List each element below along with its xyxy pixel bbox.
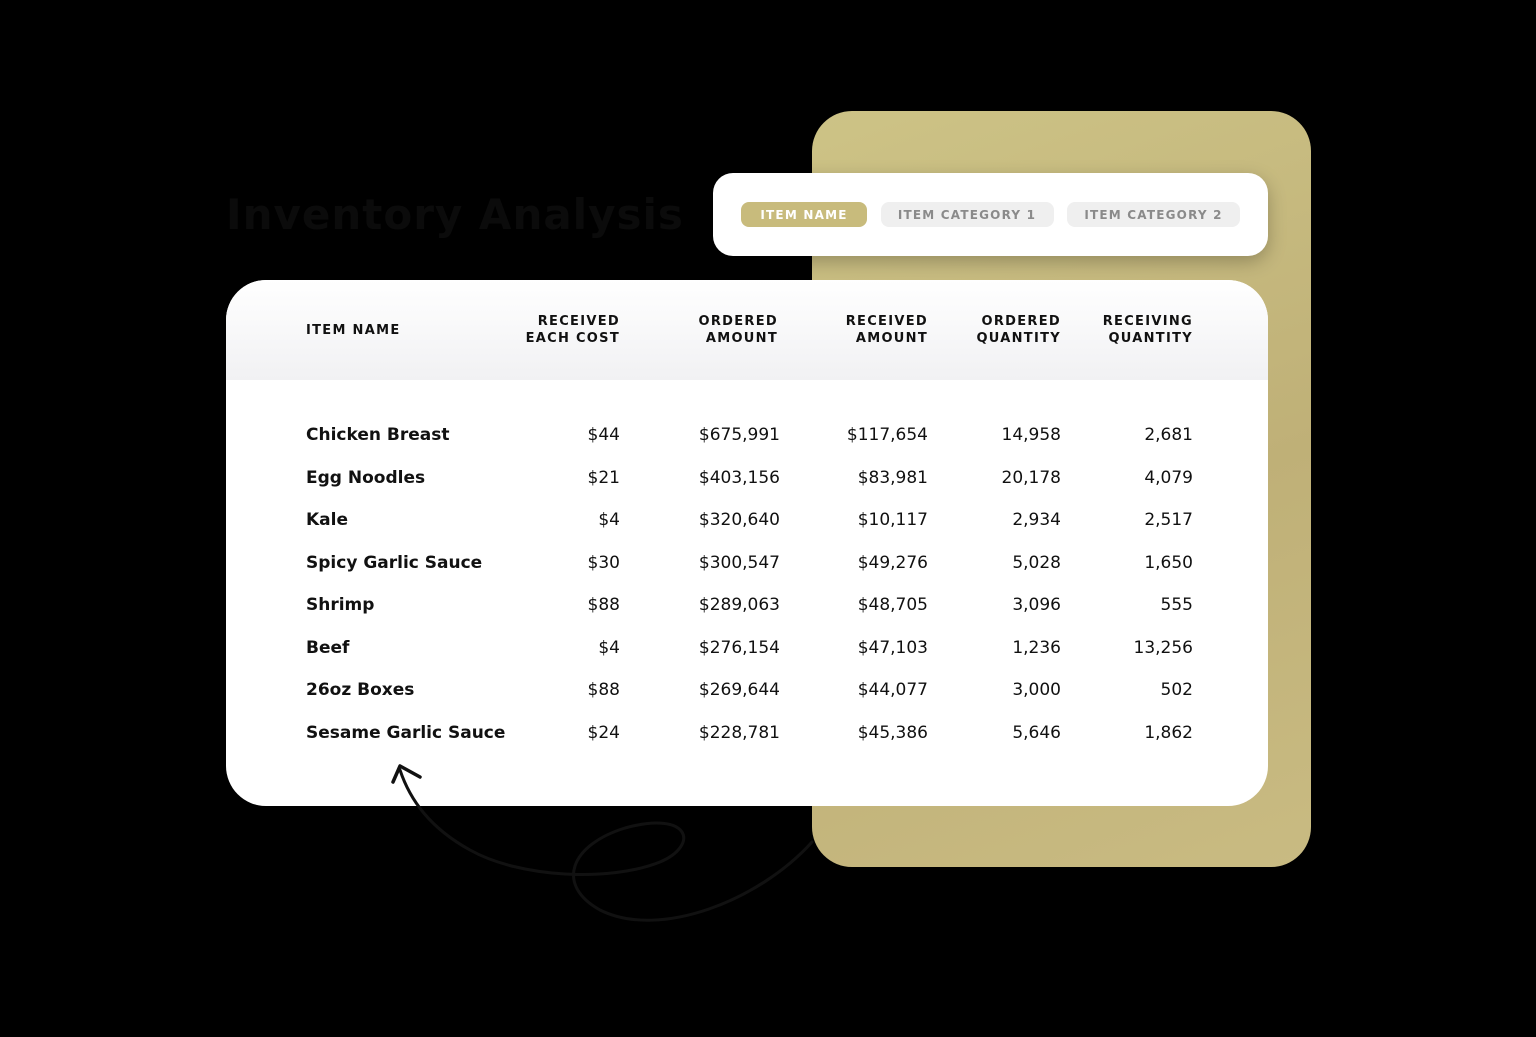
- cell-receiving-quantity: 2,681: [1144, 425, 1193, 445]
- header-label-line: RECEIVED: [845, 314, 928, 329]
- cell-ordered-amount: $228,781: [698, 722, 780, 743]
- cell-receiving-quantity: 1,650: [1144, 552, 1193, 573]
- header-receiving-quantity[interactable]: [1066, 280, 1193, 380]
- grouping-tabs: [713, 173, 1268, 256]
- cell-item-name: Egg Noodles: [306, 467, 426, 488]
- header-label-line: AMOUNT: [855, 331, 928, 346]
- tab-item-category-2[interactable]: ITEM CATEGORY 2: [1067, 202, 1240, 227]
- cell-ordered-quantity: 2,934: [1012, 510, 1061, 530]
- header-item-name-label: ITEM NAME: [306, 322, 401, 338]
- cell-received-each-cost: $88: [587, 595, 620, 615]
- table-row[interactable]: [226, 712, 1268, 755]
- cell-ordered-amount: $269,644: [698, 680, 780, 700]
- table-row[interactable]: [226, 499, 1268, 542]
- table-row[interactable]: [226, 669, 1268, 712]
- cell-receiving-quantity: 4,079: [1144, 467, 1193, 488]
- cell-received-amount: $49,276: [857, 552, 928, 573]
- table-row[interactable]: [226, 414, 1268, 457]
- cell-received-amount: $44,077: [857, 680, 928, 700]
- cell-receiving-quantity: 1,862: [1144, 722, 1193, 743]
- cell-received-each-cost: $44: [587, 425, 620, 445]
- cell-item-name: Chicken Breast: [306, 425, 450, 445]
- cell-receiving-quantity: 2,517: [1144, 510, 1193, 530]
- header-ordered-amount[interactable]: [626, 280, 778, 380]
- cell-ordered-quantity: 14,958: [1001, 425, 1061, 445]
- cell-item-name: Shrimp: [306, 595, 375, 615]
- cell-ordered-amount: $300,547: [698, 552, 780, 573]
- cell-ordered-quantity: 1,236: [1012, 637, 1061, 658]
- table-row[interactable]: [226, 542, 1268, 585]
- header-ordered-quantity[interactable]: [936, 280, 1061, 380]
- header-label-line: QUANTITY: [1108, 331, 1193, 346]
- cell-received-each-cost: $24: [587, 722, 620, 743]
- header-label-line: EACH COST: [525, 331, 620, 346]
- cell-ordered-amount: $276,154: [698, 637, 780, 658]
- table-body: [226, 414, 1268, 754]
- cell-ordered-quantity: 5,646: [1012, 722, 1061, 743]
- cell-received-each-cost: $30: [587, 552, 620, 573]
- cell-item-name: Beef: [306, 637, 350, 658]
- cell-received-each-cost: $21: [587, 467, 620, 488]
- cell-received-amount: $45,386: [857, 722, 928, 743]
- header-label-line: RECEIVED: [537, 314, 620, 329]
- cell-ordered-amount: $320,640: [698, 510, 780, 530]
- cell-received-amount: $10,117: [857, 510, 928, 530]
- cell-receiving-quantity: 502: [1160, 680, 1193, 700]
- cell-ordered-quantity: 3,096: [1012, 595, 1061, 615]
- tab-item-name[interactable]: ITEM NAME: [741, 202, 867, 227]
- cell-ordered-amount: $403,156: [698, 467, 780, 488]
- table-row[interactable]: [226, 627, 1268, 670]
- page-title: Inventory Analysis: [226, 190, 684, 239]
- cell-item-name: Sesame Garlic Sauce: [306, 722, 506, 743]
- header-label-line: RECEIVING: [1102, 314, 1193, 329]
- cell-ordered-amount: $289,063: [698, 595, 780, 615]
- cell-received-each-cost: $88: [587, 680, 620, 700]
- table-row[interactable]: [226, 457, 1268, 500]
- cell-received-amount: $83,981: [857, 467, 928, 488]
- header-label-line: ORDERED: [698, 314, 778, 329]
- cell-receiving-quantity: 13,256: [1133, 637, 1193, 658]
- header-label-line: ORDERED: [981, 314, 1061, 329]
- cell-received-amount: $117,654: [846, 425, 928, 445]
- cell-ordered-quantity: 5,028: [1012, 552, 1061, 573]
- header-label-line: QUANTITY: [976, 331, 1061, 346]
- cell-received-amount: $47,103: [857, 637, 928, 658]
- cell-received-amount: $48,705: [857, 595, 928, 615]
- cell-received-each-cost: $4: [598, 510, 620, 530]
- tab-item-category-1[interactable]: ITEM CATEGORY 1: [881, 202, 1054, 227]
- header-received-each-cost[interactable]: [506, 280, 620, 380]
- cell-ordered-quantity: 20,178: [1001, 467, 1061, 488]
- cell-item-name: Spicy Garlic Sauce: [306, 552, 483, 573]
- header-label-line: AMOUNT: [705, 331, 778, 346]
- header-received-amount[interactable]: [786, 280, 928, 380]
- cell-item-name: Kale: [306, 510, 349, 530]
- table-header: [226, 280, 1268, 380]
- inventory-table: [226, 280, 1268, 806]
- table-row[interactable]: [226, 584, 1268, 627]
- cell-ordered-quantity: 3,000: [1012, 680, 1061, 700]
- cell-received-each-cost: $4: [598, 637, 620, 658]
- header-item-name[interactable]: [306, 280, 506, 380]
- cell-receiving-quantity: 555: [1160, 595, 1193, 615]
- cell-ordered-amount: $675,991: [698, 425, 780, 445]
- cell-item-name: 26oz Boxes: [306, 680, 415, 700]
